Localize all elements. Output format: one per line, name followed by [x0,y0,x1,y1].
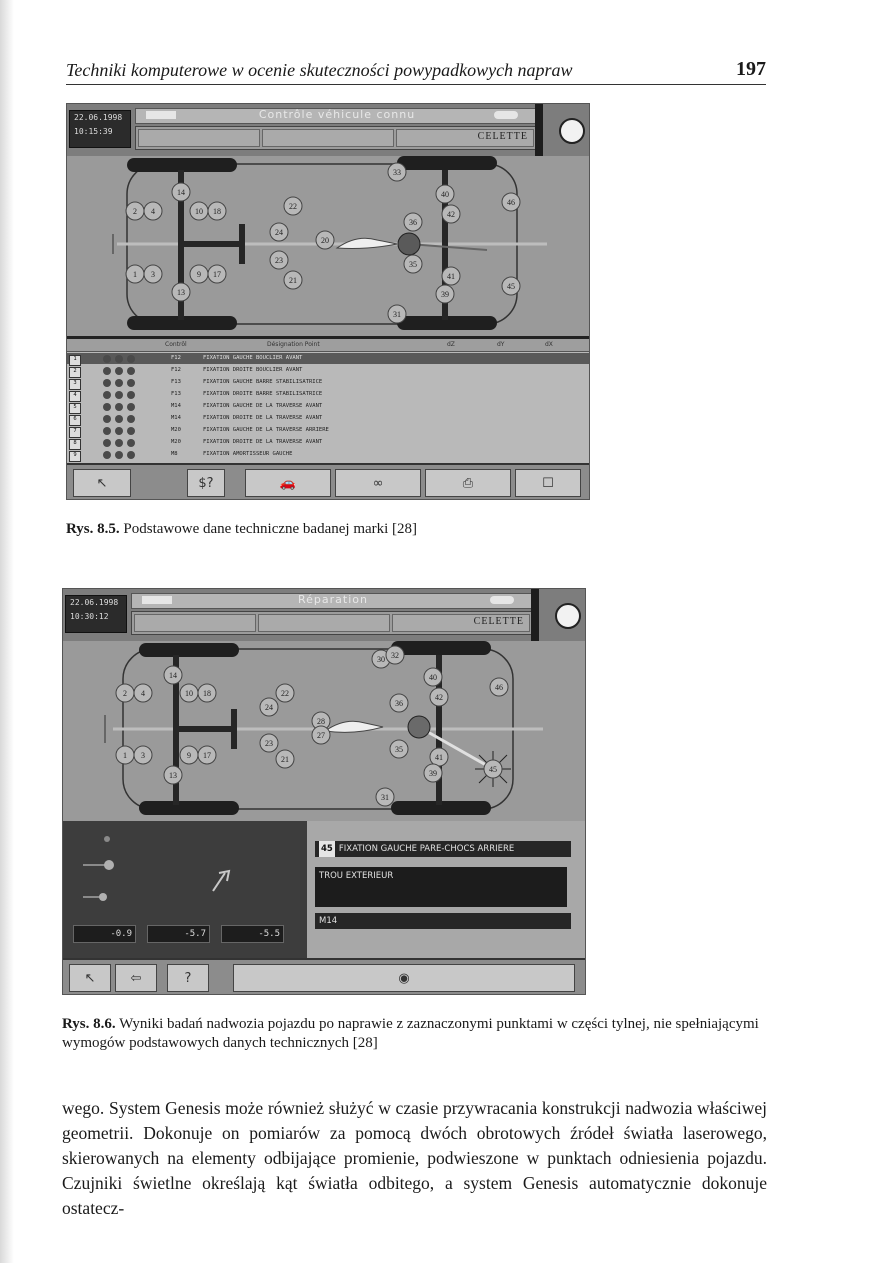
value-box-3: -5.5 [221,925,284,943]
point-label: 31 [381,793,389,802]
row-code: F13 [171,379,181,385]
time-text: 10:15:39 [74,127,113,136]
point-code: M14 [319,916,338,926]
status-dot [103,403,111,411]
running-header [66,58,766,85]
table-row[interactable] [67,377,589,388]
status-dot [103,367,111,375]
status-dot [127,391,135,399]
point-label: 9 [187,751,191,760]
caption-label: Rys. 8.5. [66,521,120,537]
field-cell [262,129,394,147]
point-label: 21 [289,276,297,285]
row-label: FIXATION DROITE DE LA TRAVERSE AVANT [203,415,323,421]
row-code: M14 [171,415,181,421]
status-dot [127,415,135,423]
window-title: Contrôle véhicule connu [258,108,416,121]
circle-button[interactable] [555,603,581,629]
point-label: 13 [177,288,185,297]
row-number: 6 [69,415,81,426]
point-label: 46 [507,198,515,207]
point-label: 17 [203,751,211,760]
caption-text: Podstawowe dane techniczne badanej marki [28] [123,521,418,537]
arrow-icon: ↖ [96,475,108,491]
status-dot [115,379,123,387]
divider [531,589,539,641]
value-box-2: -5.7 [147,925,210,943]
row-label: FIXATION GAUCHE DE LA TRAVERSE AVANT [203,403,323,409]
status-dot [115,427,123,435]
col-header-dx: dX [545,341,553,348]
help-button[interactable] [167,964,209,992]
point-label: 4 [151,207,155,216]
point-label: 14 [177,188,185,197]
help-icon: ? [184,970,192,986]
date-time-box [65,595,127,633]
point-label: 42 [435,693,443,702]
row-code: M20 [171,427,181,433]
row-label: FIXATION GAUCHE BOUCLIER AVANT [203,355,303,361]
body-text [62,1096,767,1221]
point-label: 30 [377,655,385,664]
status-dot [103,451,111,459]
strip-knob [146,111,176,119]
row-label: FIXATION DROITE BOUCLIER AVANT [203,367,303,373]
row-code: F12 [171,367,181,373]
point-label: 14 [169,671,177,680]
point-label: 22 [289,202,297,211]
strip-knob [142,596,172,604]
row-number: 4 [69,391,81,402]
point-label: 41 [447,272,455,281]
caption-label: Rys. 8.6. [62,1016,116,1032]
arrow-icon: ↖ [84,970,96,986]
date-text: 22.06.1998 [70,598,119,607]
value-box-1: -0.9 [73,925,136,943]
page-edge-shadow [0,0,14,1263]
status-dot [127,379,135,387]
date-time-box [69,110,131,148]
point-label: 9 [197,270,201,279]
point-label: 35 [409,260,417,269]
row-number: 8 [69,439,81,450]
time-text: 10:30:12 [70,612,109,621]
point-detail: TROU EXTERIEUR [319,871,394,881]
point-label: 33 [393,168,401,177]
point-label: 3 [141,751,145,760]
status-dot [127,403,135,411]
caption-text: Wyniki badań nadwozia pojazdu po naprawie z zaznaczonymi punktami w części tylnej, nie spełniającymi wymogów podstawowych danych technicznych [28] [62,1016,759,1051]
chassis-svg [67,156,589,336]
print-icon: ⎙ [462,475,474,491]
point-label: 4 [141,689,145,698]
circle-button[interactable] [559,118,585,144]
row-code: F12 [171,355,181,361]
point-code-bar [315,913,571,929]
back-arrow-button[interactable] [69,964,111,992]
point-label: 45 [507,282,515,291]
lift-icon: ☐ [542,475,554,491]
point-label: FIXATION GAUCHE PARE-CHOCS ARRIERE [338,844,515,854]
car-view-button[interactable] [245,469,331,497]
row-number: 2 [69,367,81,378]
row-label: FIXATION GAUCHE DE LA TRAVERSE ARRIERE [203,427,329,433]
table-row[interactable] [67,389,589,400]
status-dot [103,391,111,399]
point-title-bar [315,841,571,857]
point-label: 27 [317,731,325,740]
point-label: 20 [321,236,329,245]
field-row [131,611,533,635]
point-label: 36 [395,699,403,708]
point-label: 18 [213,207,221,216]
table-row[interactable] [67,437,589,448]
table-row[interactable] [67,425,589,436]
point-label: 40 [441,190,449,199]
target-icon: ◉ [398,970,410,986]
status-dot [127,451,135,459]
row-code: F13 [171,391,181,397]
status-dot [103,379,111,387]
point-label: 10 [185,689,193,698]
strip-knob-right [490,596,514,604]
figure-2-screenshot [62,588,586,995]
point-label: 21 [281,755,289,764]
print-button[interactable] [425,469,511,497]
row-label: FIXATION AMORTISSEUR GAUCHE [203,451,293,457]
divider [535,104,543,156]
col-header-dz: dZ [447,341,455,348]
car-icon: 🚗 [279,475,297,491]
status-dot [103,355,111,363]
row-label: FIXATION DROITE BARRE STABILISATRICE [203,391,323,397]
status-dot [127,439,135,447]
measure-button[interactable] [335,469,421,497]
point-label: 2 [133,207,137,216]
point-label: 45 [489,765,497,774]
point-label: 18 [203,689,211,698]
strip-knob-right [494,111,518,119]
help-button[interactable] [187,469,225,497]
row-number: 3 [69,379,81,390]
point-label: 42 [447,210,455,219]
chassis-svg [63,641,585,821]
status-dot [103,439,111,447]
point-info-panel [307,821,585,961]
link-icon: ∞ [372,475,384,491]
app-top-bar [67,104,589,156]
point-label: 31 [393,310,401,319]
point-label: 39 [441,290,449,299]
help-icon: $? [198,475,214,491]
point-label: 23 [275,256,283,265]
status-dot [115,439,123,447]
points-table [67,336,589,463]
table-row[interactable] [67,401,589,412]
status-dot [127,427,135,435]
point-label: 3 [151,270,155,279]
point-label: 35 [395,745,403,754]
row-number: 5 [69,403,81,414]
point-label: 36 [409,218,417,227]
status-dot [127,355,135,363]
status-dot [115,415,123,423]
field-cell [258,614,390,632]
col-header-dy: dY [497,341,505,348]
status-dot [115,355,123,363]
table-header [67,339,589,352]
row-number: 9 [69,451,81,462]
table-row[interactable] [67,353,589,364]
point-label: 41 [435,753,443,762]
row-code: M8 [171,451,178,457]
point-label: 28 [317,717,325,726]
point-label: 39 [429,769,437,778]
point-label: 46 [495,683,503,692]
bottom-toolbar [67,463,589,499]
point-label: 23 [265,739,273,748]
field-cell [134,614,256,632]
model-label: CELETTE [477,131,528,142]
point-label: 10 [195,207,203,216]
row-number: 7 [69,427,81,438]
running-title: Techniki komputerowe w ocenie skuteczności powypadkowych napraw [66,60,573,80]
status-dot [115,391,123,399]
col-header-control: Contrôl [165,341,187,348]
field-row [135,126,537,150]
back-arrow-button[interactable] [73,469,131,497]
window-title: Réparation [298,593,368,606]
point-label: 40 [429,673,437,682]
table-row[interactable] [67,449,589,460]
action-button[interactable] [233,964,575,992]
col-header-designation: Désignation Point [267,341,320,348]
figure-1-caption [66,520,786,539]
page-number: 197 [736,58,766,80]
point-label: 32 [391,651,399,660]
field-cell [138,129,260,147]
table-row[interactable] [67,413,589,424]
point-label: 24 [275,228,283,237]
row-code: M20 [171,439,181,445]
point-label: 17 [213,270,221,279]
point-number: 45 [319,841,335,857]
status-dot [115,451,123,459]
chassis-diagram [63,641,585,821]
status-dot [115,403,123,411]
alignment-svg [63,821,307,921]
row-label: FIXATION DROITE DE LA TRAVERSE AVANT [203,439,323,445]
point-label: 24 [265,703,273,712]
point-label: 2 [123,689,127,698]
status-dot [115,367,123,375]
row-label: FIXATION GAUCHE BARRE STABILISATRICE [203,379,323,385]
point-label: 22 [281,689,289,698]
point-label: 13 [169,771,177,780]
chassis-diagram [67,156,589,336]
lift-button[interactable] [515,469,581,497]
point-detail-box [315,867,567,907]
figure-2-caption [62,1015,782,1053]
tool-icon: ⇦ [130,970,142,986]
row-code: M14 [171,403,181,409]
bottom-toolbar [63,958,585,994]
point-label: 1 [133,270,137,279]
figure-1-screenshot [66,103,590,500]
status-dot [103,415,111,423]
model-label: CELETTE [473,616,524,627]
date-text: 22.06.1998 [74,113,123,122]
body-paragraph: wego. System Genesis może również służyć w czasie przywracania konstrukcji nadwozia właściwej geometrii. Dokonuje on pomiarów za pomocą dwóch obrotowych źródeł światła laserowego, skierowanych na elementy odbijające promienie, podwieszone w punktach odniesienia pojazdu. Czujniki świetlne określają kąt światła odbitego, a system Genesis automatycznie dokonuje ostatecz- [62,1098,767,1218]
alignment-panel [63,821,307,961]
row-number: 1 [69,355,81,366]
status-dot [127,367,135,375]
tool-button[interactable] [115,964,157,992]
point-label: 1 [123,751,127,760]
status-dot [103,427,111,435]
table-row[interactable] [67,365,589,376]
app-top-bar [63,589,585,641]
